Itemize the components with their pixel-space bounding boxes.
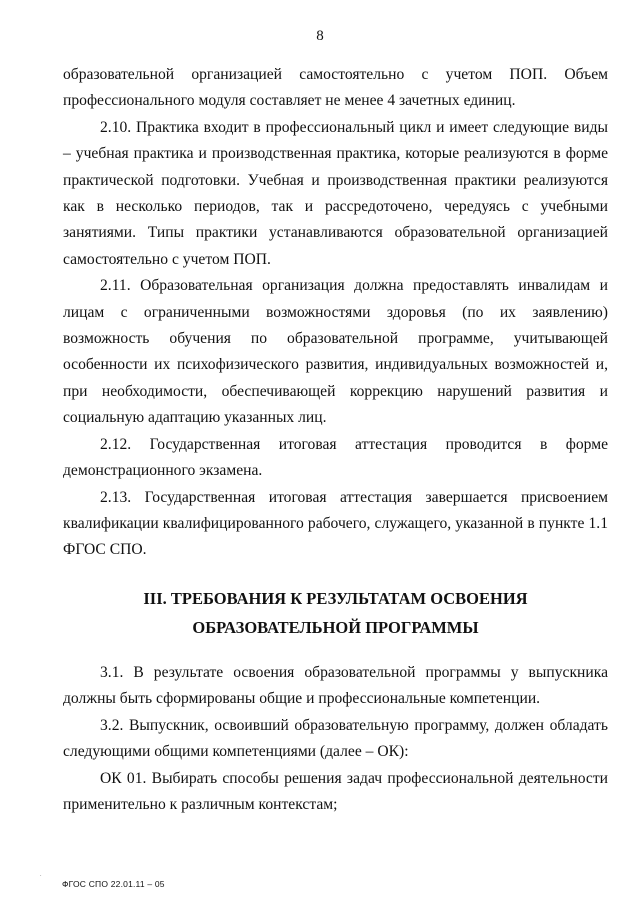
page-number: 8 <box>316 28 324 44</box>
paragraph-continuation: образовательной организацией самостоятельно с учетом ПОП. Объем профессионального модуля составляет не менее 4 зачетных единиц. <box>63 66 608 110</box>
section-2-body <box>63 62 608 564</box>
paragraph-ok-01: ОК 01. Выбирать способы решения задач профессиональной деятельности применительно к различным контекстам; <box>63 769 608 814</box>
scan-mark: . <box>40 872 42 878</box>
footer-document-code: ФГОС СПО 22.01.11 – 05 <box>62 879 165 889</box>
section-3-heading: III. ТРЕБОВАНИЯ К РЕЗУЛЬТАТАМ ОСВОЕНИЯ ОБРАЗОВАТЕЛЬНОЙ ПРОГРАММЫ <box>143 589 528 637</box>
paragraph-2-13: 2.13. Государственная итоговая аттестация завершается присвоением квалификации квалифицированного рабочего, служащего, указанной в пункте 1.1 ФГОС СПО. <box>63 488 608 559</box>
paragraph-2-12: 2.12. Государственная итоговая аттестация проводится в форме демонстрационного экзамена. <box>63 435 608 480</box>
paragraph-2-11: 2.11. Образовательная организация должна предоставлять инвалидам и лицам с ограниченными возможностями здоровья (по их заявлению) возможность обучения по образовательной программе, учитывающей особенности их психофизического развития, индивидуальных возможностей и, при необходимости, обеспечивающей коррекцию нарушений развития и социальную адаптацию указанных лиц. <box>63 277 608 427</box>
paragraph-2-10: 2.10. Практика входит в профессиональный цикл и имеет следующие виды – учебная практика и производственная практика, которые реализуются в форме практической подготовки. Учебная и производственная практики реализуются как в несколько периодов, так и рассредоточено, чередуясь с учебными занятиями. Типы практики устанавливаются образовательной организацией самостоятельно с учетом ПОП. <box>63 118 608 268</box>
paragraph-3-1: 3.1. В результате освоения образовательной программы у выпускника должны быть сформированы общие и профессиональные компетенции. <box>63 664 608 708</box>
section-3-body <box>63 660 608 818</box>
paragraph-3-2: 3.2. Выпускник, освоивший образовательную программу, должен обладать следующими общими компетенциями (далее – ОК): <box>63 716 608 761</box>
